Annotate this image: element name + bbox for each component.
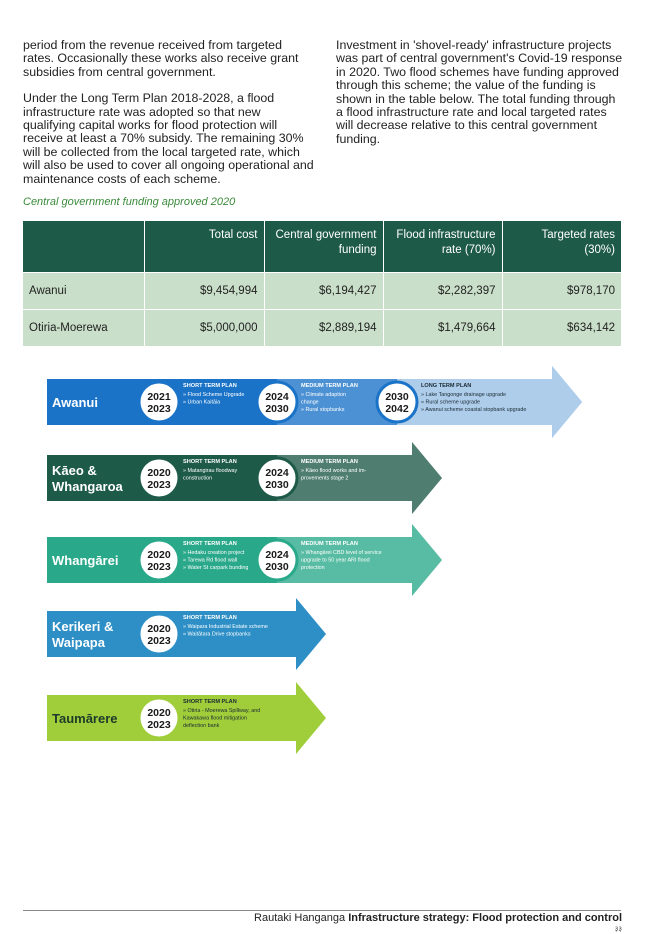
year-end: 2030 (265, 561, 289, 573)
stage-item: change (301, 399, 319, 406)
header-cell: Total cost (144, 221, 264, 272)
year-start: 2020 (147, 467, 171, 479)
timeline-row (47, 682, 326, 754)
stage-title: MEDIUM TERM PLAN (301, 459, 358, 465)
stage-item: » Lake Tangonge drainage upgrade (421, 392, 507, 398)
page-number: ३३ (614, 926, 622, 933)
stage-item: » Urban Kaitāia (183, 399, 221, 406)
year-start: 2024 (265, 391, 289, 403)
scheme-label-block (47, 611, 147, 657)
paragraph: Under the Long Term Plan 2018-2028, a flood infrastructure rate was adopted so that new qualifying capital works for flood protection will receive at least a 70% subsidy. The remaining 30% will be collected from the local targeted rate, which will also be used to cover all ongoing operational and maintenance costs of each scheme. (23, 91, 314, 186)
year-end: 2030 (265, 403, 289, 415)
stage-item: » Flood Scheme Upgrade (183, 392, 245, 398)
stage-item: upgrade to 50 year ARI flood (301, 557, 370, 564)
stage-title: LONG TERM PLAN (421, 383, 472, 389)
scheme-name: Kāeo & (52, 463, 97, 478)
footer-rule (23, 910, 621, 911)
stage-title: SHORT TERM PLAN (183, 615, 237, 621)
scheme-name: Taumārere (52, 711, 118, 726)
year-end: 2042 (385, 403, 409, 415)
timeline-row (47, 366, 582, 438)
stage-title: MEDIUM TERM PLAN (301, 383, 358, 389)
paragraph: period from the revenue received from targeted rates. Occasionally these works also receive grant subsidies from central government. (23, 38, 299, 79)
year-end: 2023 (147, 561, 171, 573)
year-start: 2021 (147, 391, 171, 403)
scheme-name: Waipapa (52, 635, 105, 650)
header-cell: Central government funding (264, 221, 383, 272)
header-cell: Flood infrastructure rate (70%) (383, 221, 502, 272)
year-start: 2024 (265, 467, 289, 479)
table-cell: $2,282,397 (383, 272, 502, 309)
stage-title: SHORT TERM PLAN (183, 459, 237, 465)
page-footer (254, 912, 622, 924)
year-start: 2030 (385, 391, 409, 403)
stage-item: » Rural scheme upgrade (421, 399, 481, 406)
stage-item: » Waipara Industrial Estate scheme (183, 624, 268, 630)
stage-item: construction (183, 475, 213, 482)
footer-org: Rautaki Hanganga (254, 912, 346, 924)
header-cell: Targeted rates (30%) (502, 221, 621, 272)
stage-item: » Otiria - Moerewa Spillway, and (183, 708, 261, 714)
scheme-name: Whangaroa (52, 479, 123, 494)
table-cell: $5,000,000 (144, 309, 264, 346)
table-cell: $6,194,427 (264, 272, 383, 309)
table-cell: $2,889,194 (264, 309, 383, 346)
stage-item: » Rural stopbanks (301, 407, 345, 413)
scheme-name: Awanui (52, 395, 98, 410)
table-cell: $978,170 (502, 272, 621, 309)
stage-title: SHORT TERM PLAN (183, 541, 237, 547)
year-end: 2023 (147, 719, 171, 731)
year-end: 2023 (147, 403, 171, 415)
stage-item: » Matangirau floodway (183, 468, 238, 474)
year-end: 2023 (147, 479, 171, 491)
year-start: 2020 (147, 623, 171, 635)
stage-item: » Hedaku creation project (183, 550, 245, 556)
table-cell: $1,479,664 (383, 309, 502, 346)
table-caption: Central government funding approved 2020 (23, 196, 236, 208)
stage-item: » Water St carpark bunding (183, 565, 249, 571)
stage-item: » Waitātara Drive stopbanks (183, 631, 251, 638)
year-start: 2020 (147, 707, 171, 719)
year-start: 2020 (147, 549, 171, 561)
stage-title: SHORT TERM PLAN (183, 699, 237, 705)
timeline-row (47, 442, 442, 514)
scheme-name: Whangārei (52, 553, 119, 568)
footer-title: Infrastructure strategy: Flood protection and control (348, 912, 622, 924)
paragraph: Investment in 'shovel-ready' infrastructure projects was part of central government's Covid-19 response in 2020. Two flood schemes have funding approved through this scheme; the value of the funding is shown in the table below. The total funding through a flood infrastructure rate and local targeted rates will decrease relative to this central government funding. (336, 38, 623, 146)
stage-title: SHORT TERM PLAN (183, 383, 237, 389)
table-cell: $9,454,994 (144, 272, 264, 309)
scheme-name: Kerikeri & (52, 619, 114, 634)
timeline-row (47, 524, 442, 596)
scheme-label-block (47, 455, 147, 501)
stage-item: » Climate adaption (301, 392, 346, 398)
year-end: 2030 (265, 479, 289, 491)
stage-item: provements stage 2 (301, 475, 349, 482)
timeline-row (47, 598, 326, 670)
stage-item: » Kāeo flood works and im- (301, 468, 367, 474)
stage-item: » Whangārei CBD level of service (301, 550, 382, 556)
table-cell: Otiria-Moerewa (23, 309, 144, 346)
table-cell: $634,142 (502, 309, 621, 346)
stage-item: Kawakawa flood mitigation (183, 715, 247, 722)
stage-item: » Awanui scheme coastal stopbank upgrade (421, 407, 527, 413)
table-cell: Awanui (23, 272, 144, 309)
year-end: 2023 (147, 635, 171, 647)
year-start: 2024 (265, 549, 289, 561)
stage-item: protection (301, 565, 325, 571)
stage-title: MEDIUM TERM PLAN (301, 541, 358, 547)
stage-item: deflection bank (183, 723, 220, 729)
stage-item: » Tarewa Rd flood wall (183, 557, 238, 564)
